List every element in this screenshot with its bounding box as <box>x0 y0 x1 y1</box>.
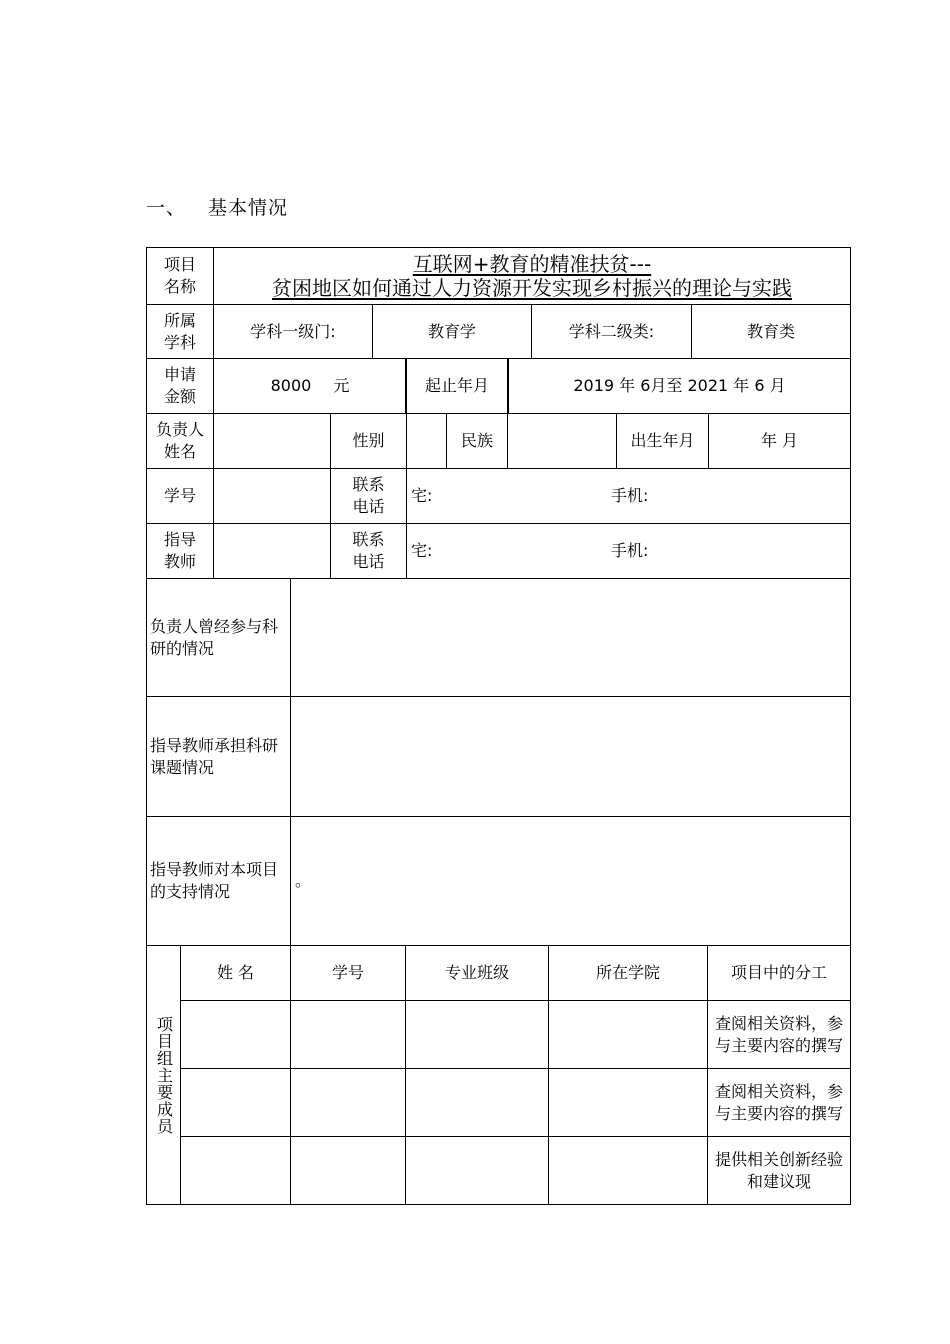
funding-label: 申请 金额 <box>146 358 214 414</box>
funding-unit: 元 <box>333 376 350 395</box>
advisor-mobile-label: 手机: <box>611 541 649 560</box>
discipline-label: 所属 学科 <box>146 304 214 359</box>
leader-research-content[interactable] <box>290 578 851 697</box>
member-class[interactable] <box>405 1068 549 1137</box>
discipline-second-value[interactable]: 教育类 <box>691 304 851 359</box>
member-id[interactable] <box>290 1136 406 1205</box>
member-name[interactable] <box>180 1068 291 1137</box>
team-header-role: 项目中的分工 <box>707 945 851 1001</box>
advisor-projects-label: 指导教师承担科研课题情况 <box>146 696 291 817</box>
member-class[interactable] <box>405 1136 549 1205</box>
ethnicity-value[interactable] <box>507 413 617 469</box>
member-class[interactable] <box>405 1000 549 1069</box>
project-title-line2: 贫困地区如何通过人力资源开发实现乡村振兴的理论与实践 <box>272 276 792 300</box>
discipline-second-label: 学科二级类: <box>531 304 692 359</box>
member-college[interactable] <box>548 1068 708 1137</box>
funding-amount: 8000 <box>270 376 312 395</box>
advisor-contact-label: 联系 电话 <box>330 523 407 579</box>
member-name[interactable] <box>180 1000 291 1069</box>
birth-label: 出生年月 <box>616 413 709 469</box>
member-id[interactable] <box>290 1000 406 1069</box>
student-id-label: 学号 <box>146 468 214 524</box>
advisor-support-content[interactable]: 。 <box>290 816 851 946</box>
leader-name-label: 负责人 姓名 <box>146 413 214 469</box>
discipline-first-value[interactable]: 教育学 <box>372 304 532 359</box>
ethnicity-label: 民族 <box>446 413 508 469</box>
period-label: 起止年月 <box>405 358 508 414</box>
member-id[interactable] <box>290 1068 406 1137</box>
gender-value[interactable] <box>406 413 447 469</box>
discipline-first-label: 学科一级门: <box>213 304 373 359</box>
advisor-label: 指导 教师 <box>146 523 214 579</box>
leader-contact-value[interactable] <box>406 468 851 524</box>
team-header-name: 姓 名 <box>180 945 291 1001</box>
team-header-id: 学号 <box>290 945 406 1001</box>
team-label: 项目组主要成员 <box>154 1015 174 1135</box>
member-role[interactable]: 查阅相关资料，参与主要内容的撰写 <box>707 1000 851 1069</box>
advisor-projects-content[interactable] <box>290 696 851 817</box>
project-name-label: 项目 名称 <box>146 247 214 305</box>
section-number: 一、 <box>146 197 187 219</box>
member-role[interactable]: 查阅相关资料，参与主要内容的撰写 <box>707 1068 851 1137</box>
leader-name-value[interactable] <box>213 413 331 469</box>
member-name[interactable] <box>180 1136 291 1205</box>
leader-contact-label: 联系 电话 <box>330 468 407 524</box>
gender-label: 性别 <box>330 413 407 469</box>
project-title-cell[interactable] <box>213 247 851 305</box>
advisor-support-label: 指导教师对本项目的支持情况 <box>146 816 291 946</box>
project-title <box>272 252 792 300</box>
birth-value[interactable]: 年 月 <box>708 413 851 469</box>
funding-amount-cell[interactable] <box>213 358 407 414</box>
leader-mobile-label: 手机: <box>611 486 649 505</box>
member-role[interactable]: 提供相关创新经验和建议现 <box>707 1136 851 1205</box>
advisor-value[interactable] <box>213 523 331 579</box>
student-id-value[interactable] <box>213 468 331 524</box>
team-header-class: 专业班级 <box>405 945 549 1001</box>
period-value[interactable]: 2019 年 6月至 2021 年 6 月 <box>507 358 851 414</box>
team-header-college: 所在学院 <box>548 945 708 1001</box>
section-title: 基本情况 <box>208 197 289 219</box>
member-college[interactable] <box>548 1136 708 1205</box>
member-college[interactable] <box>548 1000 708 1069</box>
leader-home-phone-label: 宅: <box>411 486 433 505</box>
leader-research-label: 负责人曾经参与科研的情况 <box>146 578 291 697</box>
advisor-home-phone-label: 宅: <box>411 541 433 560</box>
team-label-cell <box>146 945 181 1205</box>
project-title-line1: 互联网+教育的精准扶贫--- <box>412 252 652 276</box>
advisor-contact-value[interactable] <box>406 523 851 579</box>
